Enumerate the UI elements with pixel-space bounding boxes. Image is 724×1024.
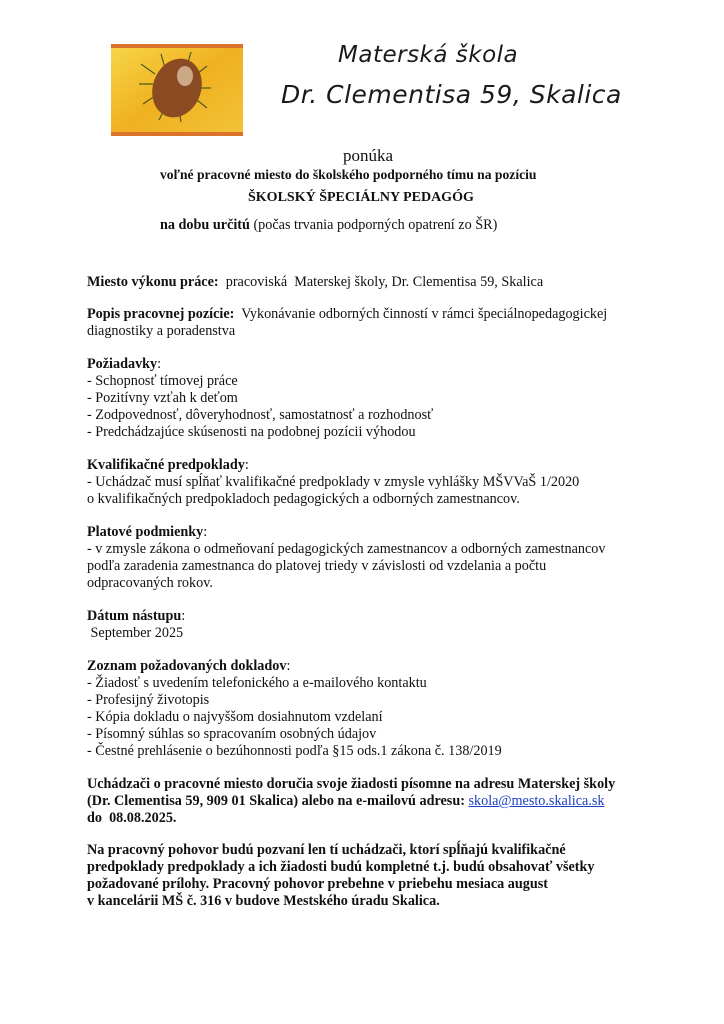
description-label: Popis pracovnej pozície:	[87, 306, 235, 322]
duration	[160, 217, 497, 234]
list-item: - Pozitívny vzťah k deťom	[87, 390, 238, 406]
list-item: - Schopnosť tímovej práce	[87, 373, 238, 389]
duration-label: na dobu určitú	[160, 217, 250, 233]
requirements-section: Požiadavky: - Schopnosť tímovej práce - Pozitívny vzťah k deťom - Zodpovednosť, dôveryhodnosť, samostatnosť a rozhodnosť - Predchádzajúce skúsenosti na podobnej pozícii výhodou	[87, 356, 647, 441]
list-item: - Zodpovednosť, dôveryhodnosť, samostatnosť a rozhodnosť	[87, 407, 434, 423]
offer-subtitle: voľné pracovné miesto do školského podporného tímu na pozíciu	[160, 167, 537, 182]
description-section	[87, 306, 647, 340]
workplace-label: Miesto výkonu práce:	[87, 274, 219, 290]
duration-note: (počas trvania podporných opatrení zo ŠR)	[249, 217, 498, 233]
list-item: - Kópia dokladu o najvyššom dosiahnutom vzdelaní	[87, 709, 383, 725]
documents-section: Zoznam požadovaných dokladov: - Žiadosť s uvedením telefonického a e-mailového kontaktu - Profesijný životopis - Kópia dokladu o najvyššom dosiahnutom vzdelaní - Písomný súhlas so spracovaním osobných údajov - Čestné prehlásenie o bezúhonnosti podľa §15 ods.1 zákona č. 138/2019	[87, 658, 647, 760]
interview-text: predpoklady predpoklady a ich žiadosti budú kompletné t.j. budú obsahovať všetky	[87, 859, 595, 875]
description-value-cont: diagnostiky a poradenstva	[87, 323, 236, 339]
workplace-section	[87, 274, 647, 291]
start-section: Dátum nástupu: September 2025	[87, 608, 647, 642]
school-address: Dr. Clementisa 59, Skalica	[281, 80, 622, 109]
list-item: - Žiadosť s uvedením telefonického a e-mailového kontaktu	[87, 675, 427, 691]
start-label: Dátum nástupu	[87, 608, 182, 624]
list-item: - Písomný súhlas so spracovaním osobných údajov	[87, 726, 377, 742]
workplace-value: pracoviská Materskej školy, Dr. Clementisa 59, Skalica	[218, 274, 544, 290]
list-item: - Predchádzajúce skúsenosti na podobnej pozícii výhodou	[87, 424, 416, 440]
salary-text: odpracovaných rokov.	[87, 575, 213, 591]
interview-text: Na pracovný pohovor budú pozvaní len tí uchádzači, ktorí spĺňajú kvalifikačné	[87, 842, 566, 858]
offer-heading: ponúka	[342, 146, 394, 165]
submission-text: (Dr. Clementisa 59, 909 01 Skalica) alebo na e-mailovú adresu:	[87, 793, 469, 809]
list-item: - Čestné prehlásenie o bezúhonnosti podľa §15 ods.1 zákona č. 138/2019	[87, 743, 502, 759]
salary-text: podľa zaradenia zamestnanca do platovej triedy v závislosti od vzdelania a počtu	[87, 558, 547, 574]
school-name: Materská škola	[338, 42, 519, 68]
requirements-label: Požiadavky	[87, 356, 158, 372]
interview-text: v kancelárii MŠ č. 316 v budove Mestského úradu Skalica.	[87, 893, 440, 909]
qualifications-text: o kvalifikačných predpokladoch pedagogických a odborných zamestnancov.	[87, 491, 520, 507]
start-value: September 2025	[87, 625, 184, 641]
interview-text: požadované prílohy. Pracovný pohovor prebehne v priebehu mesiaca august	[87, 876, 549, 892]
qualifications-label: Kvalifikačné predpoklady	[87, 457, 245, 473]
position-title: ŠKOLSKÝ ŠPECIÁLNY PEDAGÓG	[248, 190, 474, 205]
description-value: Vykonávanie odborných činností v rámci špeciálnopedagogickej	[234, 306, 608, 322]
submission-deadline: do 08.08.2025.	[87, 810, 177, 826]
salary-section: Platové podmienky: - v zmysle zákona o odmeňovaní pedagogických zamestnancov a odborných zamestnancov podľa zaradenia zamestnanca do platovej triedy v závislosti od vzdelania a počtu odpracovaných rokov.	[87, 524, 647, 592]
list-item: - Profesijný životopis	[87, 692, 210, 708]
school-logo-sunflower	[111, 44, 243, 136]
documents-label: Zoznam požadovaných dokladov	[87, 658, 287, 674]
qualifications-section: Kvalifikačné predpoklady: - Uchádzač musí spĺňať kvalifikačné predpoklady v zmysle vyhlášky MŠVVaŠ 1/2020 o kvalifikačných predpokladoch pedagogických a odborných zamestnancov.	[87, 457, 647, 508]
submission-section	[87, 776, 647, 827]
email-link[interactable]: skola@mesto.skalica.sk	[468, 793, 605, 809]
qualifications-text: - Uchádzač musí spĺňať kvalifikačné predpoklady v zmysle vyhlášky MŠVVaŠ 1/2020	[87, 474, 580, 490]
salary-label: Platové podmienky	[87, 524, 204, 540]
interview-section	[87, 842, 647, 910]
salary-text: - v zmysle zákona o odmeňovaní pedagogických zamestnancov a odborných zamestnancov	[87, 541, 606, 557]
submission-text: Uchádzači o pracovné miesto doručia svoje žiadosti písomne na adresu Materskej školy	[87, 776, 616, 792]
